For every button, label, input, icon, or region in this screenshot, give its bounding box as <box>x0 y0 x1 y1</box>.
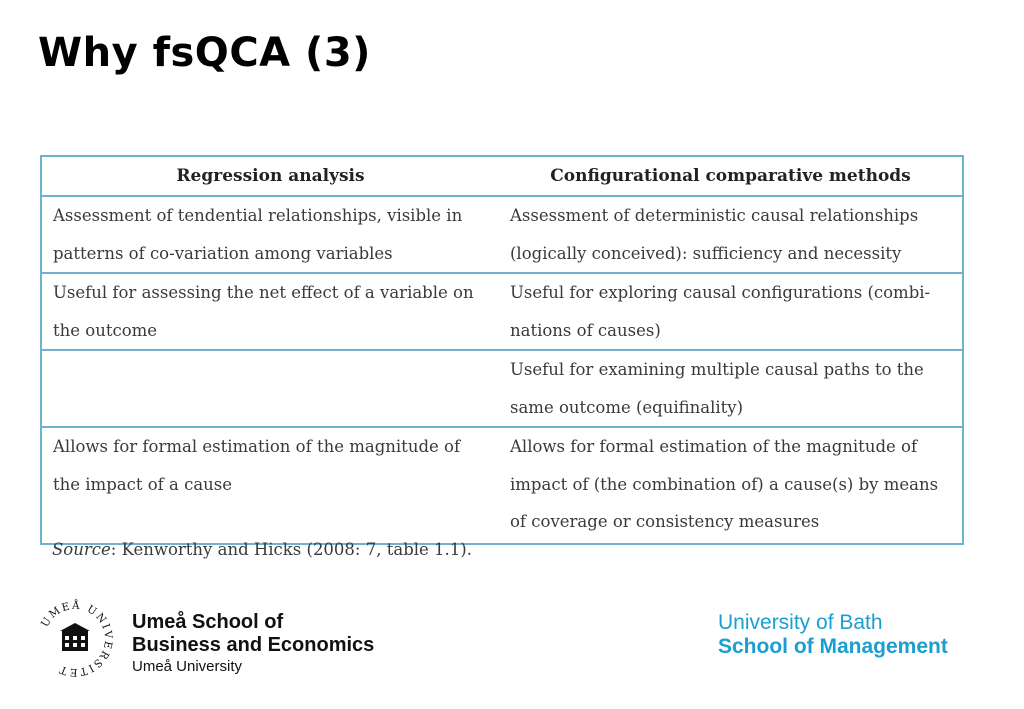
umea-line3: Umeå University <box>132 658 243 675</box>
table-header-row <box>41 156 963 196</box>
table-cell-empty <box>41 350 499 427</box>
table-cell: Allows for formal estimation of the magnitude of impact of (the combination of) a cause(s) by means of coverage or consistency measures <box>499 427 963 544</box>
table-row <box>41 196 963 273</box>
table-cell: Useful for assessing the net effect of a variable on the outcome <box>41 273 499 350</box>
table-cell: Assessment of deterministic causal relationships (logically conceived): sufficiency and necessity <box>499 196 963 273</box>
slide-title: Why fsQCA (3) <box>38 30 371 76</box>
table-row <box>41 273 963 350</box>
umea-university-seal-icon <box>34 598 116 680</box>
comparison-table <box>40 155 964 545</box>
table-cell: Useful for exploring causal configurations (combi- nations of causes) <box>499 273 963 350</box>
table-cell: Assessment of tendential relationships, visible in patterns of co-variation among variables <box>41 196 499 273</box>
seal-ring-text: UMEÅ UNIVERSITET <box>39 599 115 679</box>
table-source-note: Source: Kenworthy and Hicks (2008: 7, table 1.1). <box>52 540 472 559</box>
umea-school-wordmark <box>132 611 374 677</box>
header-configurational: Configurational comparative methods <box>499 156 963 196</box>
bath-line1: University of Bath <box>718 611 883 634</box>
table-row <box>41 427 963 544</box>
table-cell: Allows for formal estimation of the magnitude of the impact of a cause <box>41 427 499 544</box>
table-cell: Useful for examining multiple causal paths to the same outcome (equifinality) <box>499 350 963 427</box>
umea-line1: Umeå School of <box>132 611 284 633</box>
bath-line2: School of Management <box>718 635 948 658</box>
table-row <box>41 350 963 427</box>
header-regression: Regression analysis <box>41 156 499 196</box>
umea-line2: Business and Economics <box>132 634 375 656</box>
bath-school-wordmark <box>718 611 948 659</box>
